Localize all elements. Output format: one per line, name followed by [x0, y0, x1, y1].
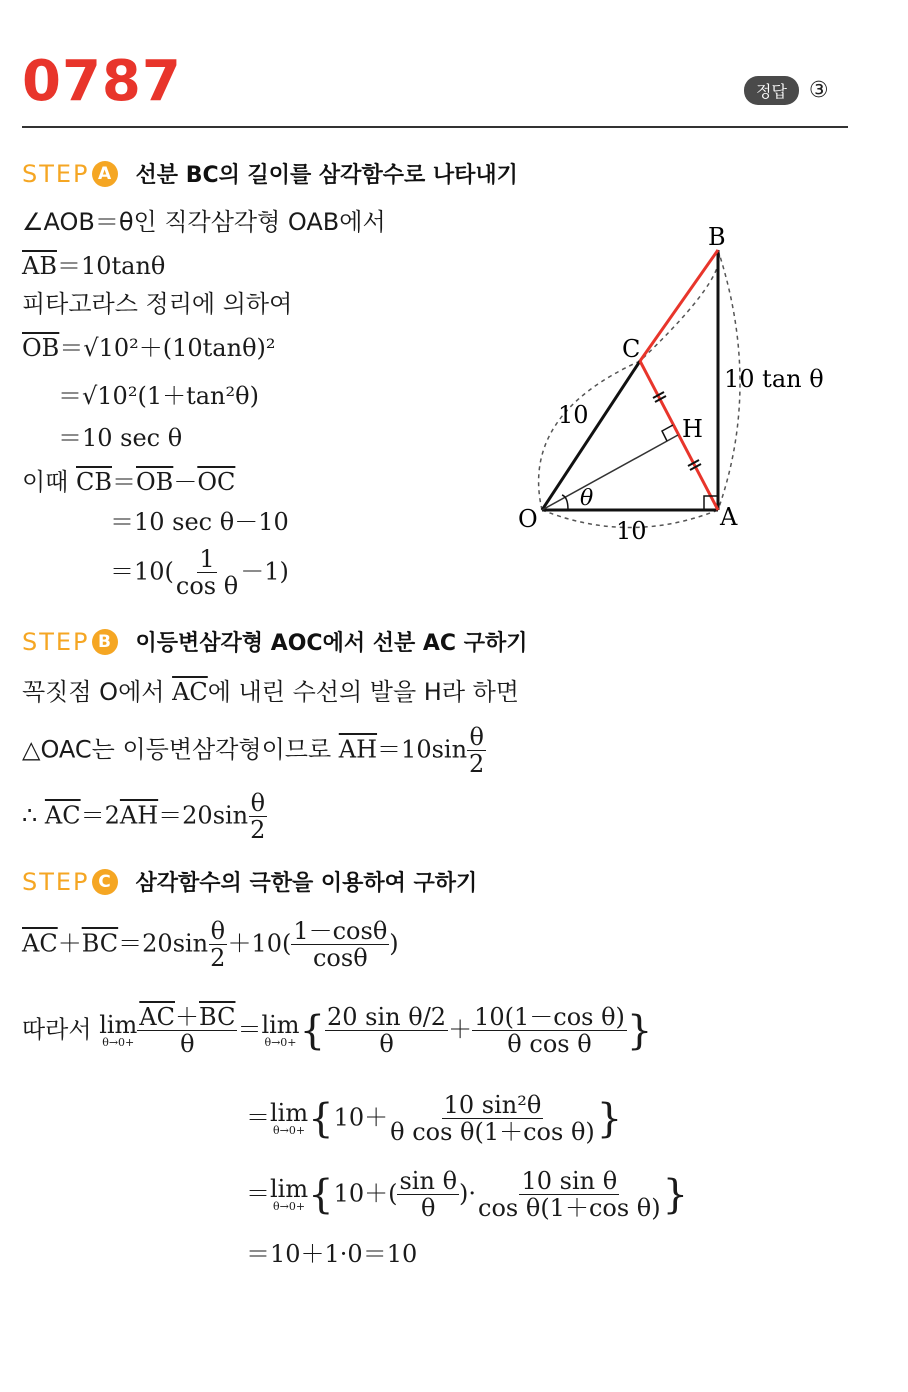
triangle-figure [500, 215, 830, 555]
step-letter-badge: A [92, 161, 118, 187]
label-OC: 10 [558, 401, 589, 429]
answer-value: ③ [808, 78, 829, 103]
step-a-line-3: 피타고라스 정리에 의하여 [22, 290, 293, 318]
step-title: 이등변삼각형 AOC에서 선분 AC 구하기 [135, 631, 528, 656]
step-title: 삼각함수의 극한을 이용하여 구하기 [135, 871, 478, 896]
step-label: STEP [22, 867, 90, 896]
step-c-line-4: ＝ lim θ→0+ {10＋( $\frac{\text{sin θ}}{\theta}$ )· $\frac{\text{10 sin θ}}{\text{cos θ(1＋cos θ)}}$ } [246, 1167, 689, 1223]
answer-badge: 정답 [744, 76, 799, 105]
angle-arc [562, 495, 568, 510]
step-letter-badge: C [92, 869, 118, 895]
step-a-line-7: 이때 $\overline{CB}=\overline{OB}-\overline{OC}$ [22, 468, 236, 496]
label-B: B [708, 223, 726, 251]
label-AB: 10 tan θ [724, 365, 824, 393]
header-divider [22, 126, 848, 128]
label-A: A [720, 503, 738, 531]
step-label: STEP [22, 627, 90, 656]
label-H: H [682, 415, 703, 443]
label-C: C [622, 335, 641, 363]
step-a-line-9: ＝10( $\frac{1}{\text{cos θ}}$ －1) [110, 545, 289, 601]
step-a-line-1: ∠AOB＝θ인 직각삼각형 OAB에서 [22, 208, 386, 236]
step-a-line-8: ＝10 sec θ－10 [110, 508, 289, 536]
step-b-line-2: △OAC는 이등변삼각형이므로 $\overline{AH}=10\sin$ $\frac{\theta}{2}$ [22, 723, 485, 779]
segment-CA [640, 361, 718, 510]
label-OA: 10 [616, 517, 647, 545]
label-angle: θ [580, 486, 594, 511]
step-b-line-1: 꼭짓점 O에서 $\overline{AC}$에 내린 수선의 발을 H라 하면 [22, 678, 519, 706]
step-a-line-4: $\overline{OB}=√10^2+(10\tan\theta)^2$ [22, 334, 276, 362]
step-a-line-5: ＝√10²(1＋tan²θ) [58, 382, 259, 410]
step-c-line-5: ＝10＋1·0＝10 [246, 1240, 418, 1268]
step-c-line-3: ＝ lim θ→0+ {10＋ $\frac{\text{10 sin²θ}}{\text{θ cos θ(1＋cos θ)}}$ } [246, 1091, 623, 1147]
step-a-line-6: ＝10 sec θ [58, 424, 183, 452]
step-letter-badge: B [92, 629, 118, 655]
step-c-heading [22, 866, 477, 897]
step-c-line-1: $\overline{AC}+\overline{BC}=20\sin$ $\frac{\theta}{2}$ ＋10( $\frac{1-\cos\theta}{\cos\theta}$ ) [22, 917, 399, 973]
problem-number: 0787 [22, 49, 182, 114]
step-label: STEP [22, 159, 90, 188]
step-a-heading [22, 158, 518, 189]
step-c-line-2: 따라서 lim θ→0+ $\frac{\overline{AC}+\overline{BC}}{\theta}$ ＝ lim θ→0+ { $\frac{\text{20 sin θ/2}}{\theta}$ ＋ $\frac{\text{10(1－cos θ)}}{\text{θ cos θ}}$ } [22, 1003, 653, 1059]
answer-block [744, 76, 829, 105]
segment-CB [640, 250, 718, 361]
label-O: O [518, 505, 538, 533]
step-title: 선분 BC의 길이를 삼각함수로 나타내기 [135, 163, 518, 188]
step-b-line-3: ∴ $\overline{AC}=2\overline{AH}=20\sin$ $\frac{\theta}{2}$ [22, 789, 266, 845]
segment-OH [542, 435, 678, 510]
step-b-heading [22, 626, 528, 657]
step-a-line-2: $\overline{AB}=10\tan\theta$ [22, 252, 166, 280]
